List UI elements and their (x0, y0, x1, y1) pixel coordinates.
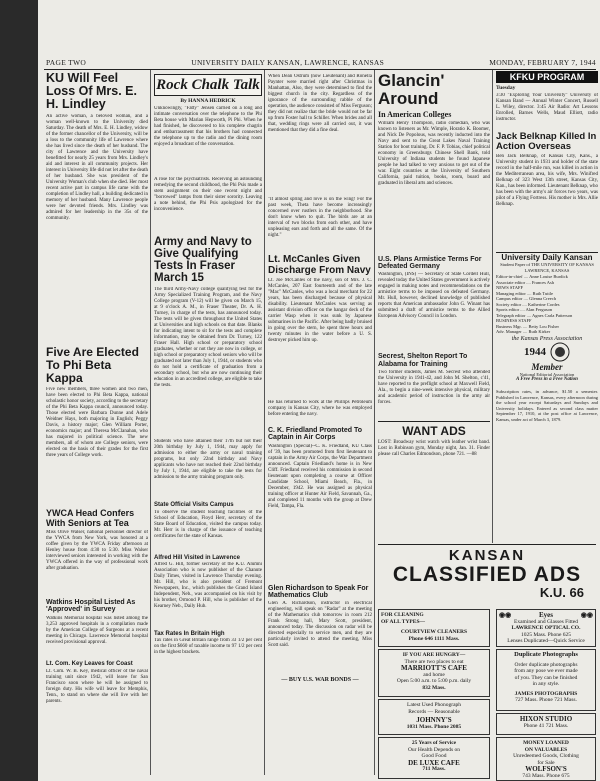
want-ad-lost-watch: LOST: Broadway wrist watch with leather wrist band. Lost in Robinson gym, Monday night, Jan. 31. Finder please call Charles Edmondson, phone 721. —88 (378, 440, 490, 458)
ad-duplicate-photos: Duplicate Photographs Order duplicate photographs from any pose we ever made of you. They can be finished in any style. JAMES PHOTOGRAPHS 727 Mass. Phone 721 Mass. (496, 649, 596, 711)
masthead-sub: Student Paper of THE UNIVERSITY OF KANSAS LAWRENCE, KANSAS (500, 262, 594, 273)
ad-courtview-cleaners: FOR CLEANING OF ALL TYPES— COURTVIEW CLEANERS Phone 646 1111 Mass. (378, 609, 490, 647)
column-divider (492, 70, 493, 543)
column-3 (268, 70, 372, 777)
headline-friedland: C. K. Friedland Promoted To Captain in Air Corps (268, 427, 362, 442)
ad-hixon-studio: HIXON STUDIO Phone 41 721 Mass. (496, 713, 596, 735)
want-ads-title: WANT ADS (402, 424, 466, 439)
article-mccanles-2: He has returned to work at the Phillips Petroleum company in Kansas City, where he was employed before entering the navy. (268, 400, 372, 417)
column-5 (496, 70, 598, 541)
newspaper-page (38, 0, 600, 781)
headline-glancin: Glancin' Around (378, 71, 445, 108)
paper-masthead: University Daily Kansan (501, 252, 593, 262)
classified-kansan: KANSAN (448, 547, 526, 564)
article-watkins: Watkins Memorial hospital was listed among the 3,253 approved hospitals in a compilation made by the American College of Surgeons at a recent meeting in Chicago. Lawrence Memorial hospital received provisional approval. (46, 615, 148, 645)
classified-section (378, 544, 596, 777)
column-2 (154, 70, 262, 777)
column-divider (374, 70, 375, 775)
article-state-official: To observe the student teaching facilities of the School of Education, Floyd Herr, secretary of the State Board of Education, visited the campus today. Mr. Herr is in charge of the issuance of teaching certificates for the state of Kansas. (154, 509, 262, 539)
war-bonds-slug: — BUY U.S. WAR BONDS — (281, 677, 359, 684)
staff-list: Editor-in-chief .... Anne Louise Burdick Associate editor .... Frances Ash NEWS STAFF Managing editor .... Ruth Tuttle Campus editor .... Glenna Creech Society editor .... Katherine Cordes Sports editor .... Alan Ferguson Telegraph editor .... Agnes Carla Patterson BUSINESS STAFF Business Mgr. .... Betty Lou Fisher Adv. Manager .... Ruth Kirker (496, 274, 573, 335)
headline-state-official: State Official Visits Campus (154, 502, 234, 509)
classified-right-ads (496, 609, 596, 777)
headline-watkins: Watkins Hospital Listed As 'Approved' in Survey (46, 599, 136, 614)
headline-ywca: YWCA Head Confers With Seniors at Tea (46, 508, 135, 528)
column-1 (46, 70, 148, 777)
article-key: Lt. Com. W. B. Key, medical officer of the naval training unit since 1942, will leave for San Francisco soon where he will be assigned to foreign duty. His wife will leave for Memphis, Tenn., to stand on where she will live with her parents. (46, 669, 148, 705)
page-header (46, 58, 596, 68)
article-glancin: William Henry Thompson, radio comedian, who was known to listeners as Mr. Wimple, Horatio K. Boomer, and Nick De Popolous, was recently inducted into the Navy and sent to the Great Lakes Naval Training Station for boot training. Dr. F. P. Tobias, chief political economy in Greensburgs Chinese Shell Bank, told University of Indiana students he found Japanese people he had talked to very anxious to get out of the war. Eight countries at the University of Southern California, paid tuition, books, room, board and graduated in liberal arts and sciences. (378, 120, 490, 186)
headline-tax-rates: Tax Rates In Britain High (154, 630, 225, 637)
classified-left-ads (378, 609, 490, 777)
headline-belknap: Jack Belknap Killed In Action Overseas (496, 131, 597, 152)
eyes-icon: ◉◉ (499, 611, 512, 619)
column-divider (264, 70, 265, 775)
headline-secrest-shelton: Secrest, Shelton Report To Alabama for Training (378, 353, 468, 368)
kpa-national: National Editorial Association (519, 372, 575, 378)
column-text-4: "It almost spring and love is on the wing! For the past week, Theta have become increasingly concerned over rustlers in the neighborhood. She don't know when to quit. The birds are at an interval of two blocks from each other, and have unpleasing ears and forth and all the same. Of the night." (268, 197, 372, 238)
article-army-navy-tests: The third Army-Navy college qualifying test for the Army Specialized Training Program, and the Navy College program (V-12) will be given on March 15, at 9 o'clock A. M., in Fraser Theater, Dr. A. H. Turney, in charge of the tests, has announced today. The tests will be given throughout the United States at Universities and high schools on that date. Blanks for indicating intent to sit for the tests and complete information, may be obtained from Dr. Turney, 122 Fraser Hall. High school or preparatory school graduates, whether or not they are now in college, or high school or preparatory school seniors who will be graduated not later than July 1, 1944, or students who do not hold a certificate of graduation from a secondary school, but who are now continuing their education in an accredited college, are eligible to take the tests. (154, 287, 262, 389)
article-secrest-shelton: Two former students, James M. Secrest who attended the University in 1941-42, and John M. Shelton, c'41, have reported to the preflight school at Maxwell Field, Ala., to begin a nine-week intensive physical, military and academic period of instruction in the army air forces. (378, 370, 490, 406)
article-alfred-hill: Alfred G. Hill, former secretary of the K.U. Alumni Association who is now publisher of the Chanute Daily Times, visited in Lawrence Thursday evening. Mr. Hill, who is also president of Fremont Newspapers, Inc., which publishes the Grand Island Independent, Neb., was accompanied on his visit by his brother, Ormond P. Hill, who is publisher of the Kearney Neb., Daily Hub. (154, 561, 262, 609)
article-lindley: An active woman, a beloved woman, and a woman well-known to the University died Saturday. The death of Mrs. E. H. Lindley, widow of the former chancellor of the University, will be a loss to the community life of Lawrence where she has lived since the death of her husband. The city of Lawrence and the University have benefitted for nearly 25 years from Mrs. Lindley's aid and interest in all community projects. Her interest in University life did not let after the death of her husband. She was president of the University Woman's club when she died. Her most recent active part in campus life came with the completion of Lindley hall, a building dedicated in memory of her husband. Many Lawrence people were her devoted friends. Mrs. Lindley was admired for her leadership in the 35s of the community. (46, 114, 148, 222)
want-ads-box (378, 421, 490, 458)
column-text-2: A rose for the psychiatrists. Receiving an astounding remedying the second childhood, the Phi Psis made a stem assignment on their one recent night and "borrowed" lamps from their sister sorority. Leaving a note behind, the Phi Psis apologized for the inconvenience. (154, 177, 262, 212)
ad-wolfsons: MONEY LOANED ON VALUABLES Unredeemed Goods, Clothing for Sale WOLFSON'S 743 Mass. Phone 675 (496, 737, 596, 781)
seal-emblem-icon (550, 342, 570, 362)
kpa-name: the Kansas Press Association (511, 336, 583, 343)
eyes-icon: ◉◉ (580, 611, 593, 619)
classified-phone: K.U. 66 (539, 585, 584, 600)
headline-key: Lt. Com. Key Leaves for Coast (46, 660, 133, 667)
article-phi-beta-kappa: Five new members, three women and two men, have been elected to Phi Beta Kappa, national scholastic honor society, according to the secretary of the Phi Beta Kappa council, announced today. Those elected were Barbara Dunne and Adele Weidner Hays, both majoring in English; Peggy Davis, a history major; Glen William Porter, economics major; and Theresa McClanahan, who has majored in political science. The new members, all of whom are College seniors, were elected on the basis of their grades for the first three years of College work. (46, 387, 148, 459)
classified-title: CLASSIFIED ADS (392, 563, 582, 586)
subscription-rates: Subscription rates, in advance, $1.50 a semester. Published in Lawrence, Kansas, every afternoon during the school year except Saturdays and Sundays and University holidays. Entered as second class matter September 17, 1910, at the post office at Lawrence, Kansas, under act of March 3, 1879. (496, 389, 598, 422)
paper-name: UNIVERSITY DAILY KANSAN, LAWRENCE, KANSAS (191, 58, 385, 67)
article-tax-rates: Tax rates in Great Britain range from 33 1/2 per cent on the first $660 of taxable income to 97 1/2 per cent in the highest brackets. (154, 638, 262, 656)
ad-marriotts-cafe: IF YOU ARE HUNGRY— There are two places to eat MARRIOTT'S CAFE and home Open 5:00 a.m. to 5:00 p.m. daily 832 Mass. (378, 649, 490, 697)
ad-deluxe-cafe: 25 Years of Service Our Health Depends on Good Food DE LUXE CAFE 711 Mass. (378, 737, 490, 779)
issue-date: MONDAY, FEBRUARY 7, 1944 (489, 58, 596, 67)
headline-richardson: Glen Richardson to Speak For Mathematics Club (268, 584, 369, 600)
ad-lawrence-optical: ◉◉ Eyes ◉◉ Examined and Glasses Fitted LAWRENCE OPTICAL CO. 1025 Mass. Phone 625 Lenses Duplicated—Quick Service (496, 609, 596, 647)
masthead-box (496, 252, 598, 334)
article-armistice: Washington, (INS) — Secretary of State Cordell Hull, revealed today the United States government is actively engaged in making notes and recommendations on the armistice terms to be imposed on defeated Germany. Mr. Hull, however, declined knowledge of published reports that American ambassador John G. Winant has submitted a draft of armistice terms to the Allied European Advisory Council in London. (378, 272, 490, 320)
column-text-3: When Dean Ostrum (now Lieutenant) and Ronella Paynter were married right after Christmas in Manhattan, Also, they were determined to find the biggest church in the city. Regardless of the ignorance of the surrounding rabble of the operation, the audience consisted of Miss Ferguson; they did not realize that the bride would not be far up from Foster hall to Schiller. When brides and all that, wedding rings were all carried out, it was mentioned that they did a fine deal. (268, 74, 372, 133)
column-4 (378, 70, 490, 541)
column-divider (150, 70, 151, 775)
kfku-program-title: KFKU PROGRAM (496, 71, 598, 83)
kpa-seal (496, 336, 598, 386)
byline: By HANNA HEDRICK (180, 98, 236, 104)
headline-lindley: KU Will Feel Loss Of Mrs. E. H. Lindley (46, 71, 137, 112)
article-army-navy-tests-2: Students who have attained their 17th but not their 20th birthday by July 1, 1944, may apply for admission to either the army or naval training programs, but only 22nd birthday and Navy applicants who have not reached their 22nd birthday by July 1, 1944, are eligible to take the tests for admission to the army training program only. (154, 439, 262, 481)
ad-johnnys-records: Latest Used Phonograph Records — Reasonable JOHNNY'S 1031 Mass. Phone 2085 (378, 699, 490, 735)
headline-alfred-hill: Alfred Hill Visited in Lawrence (154, 554, 240, 561)
column-text-1: Unknowingly, "Fatty" Jensen carried on a long and intimate conversation over the telephone to the Phi Beta house with Marian Hepworth, Pi Phi. When he had finished, he discovered to his complete chagrin and embarrassment that his brothers had connected the telephone up to the radio and the dining room enjoyed a broadcast of the conversation. (154, 106, 262, 147)
kfku-day: Tuesday (496, 85, 516, 91)
article-mccanles: Lt. Joe McCanles of the navy, son of Mrs. J. C. McCanles, 207 East fourteenth and of the late "Mac" McCanles, who was a local merchant for 22 years, has been discharged because of physical disability. Lieutenant McCanles was serving as assistant division officer on the hangar deck of the carrier Wasp when it was sunk by Japanese submarines in the Pacific. After being badly bruised in going over the stern, he spent three hours and twenty minutes in the water before a U. S. destroyer picked him up. (268, 278, 372, 343)
article-richardson: Glen A. Richardson, instructor in electrical engineering, will speak on "Radar" at the meeting of the Mathematics club tomorrow in room 212 Frank Strong hall, Mary Scott, president, announced today. The discussion on radar will be directed especially to service men, and they are particularly invited to attend the meeting, Miss Scott said. (268, 601, 372, 649)
article-friedland: Washington (Special)--C. K. Friedland, KU Class of '39, has been promoted from first lieutenant to captain in the Army Air Corps, the War Department announced. Captain Friedland's home is in New Cliff. Friedland received his commission in second lieutenant upon completing a course at Officer Candidate School, Miami Beach, Fla., in December, 1942. He was assigned as physical training officer at Hunter Air Field, Savannah, Ga., and completed 11 months with the group at Drew Field, Tampa, Fla. (268, 443, 372, 509)
rock-chalk-masthead: Rock Chalk Talk (154, 74, 262, 96)
subhead-colleges: In American Colleges (378, 109, 452, 119)
kpa-year: 1944 (524, 346, 546, 359)
kpa-member: Member (531, 362, 563, 373)
article-belknap: Ben Jack Belknap, of Kansas City, Kans., a University student in 1931 and holder of the state record in the half-mile run, was killed in action in the Mediterranean area, his wife, Mrs. Winifred Belknap of 323 West 13th street, Kansas City, Kan., has been informed. Lieutenant Belknap, who has been with the army's air forces two years, was pilot of a Flying Fortress. His mother is Mrs. Allie Belknap. (496, 153, 598, 207)
article-ywca: Miss Olive Walser, national personnel director of the YWCA from New York, was honored at a coffee given by the YWCA Friday afternoon at Henley house from 4:30 to 5:30. Miss Walser interviewed seniors interested in working with the YWCA offered in the way of professional work after graduation. (46, 530, 148, 572)
headline-phi-beta-kappa: Five Are Elected To Phi Beta Kappa (46, 345, 139, 385)
kfku-listings: 3:30 "Exploring Your University" University of Kansan Band — Annual Winter Concert, Russell L. Wiley, director. 3:45 Air Radio: Art Lessons Enrolled, Barnes Wells, Maud Elliott, radio instructor. (496, 93, 598, 122)
headline-armistice: U.S. Plans Armistice Terms For Defeated Germany (378, 255, 482, 271)
kpa-tagline: A Free Press in a Free Nation (516, 377, 578, 383)
headline-army-navy-tests: Army and Navy to Give Qualifying Tests In Fraser March 15 (154, 236, 252, 285)
classified-banner (378, 547, 596, 600)
page-number: PAGE TWO (46, 58, 87, 67)
headline-mccanles: Lt. McCanles Given Discharge From Navy (268, 254, 371, 276)
